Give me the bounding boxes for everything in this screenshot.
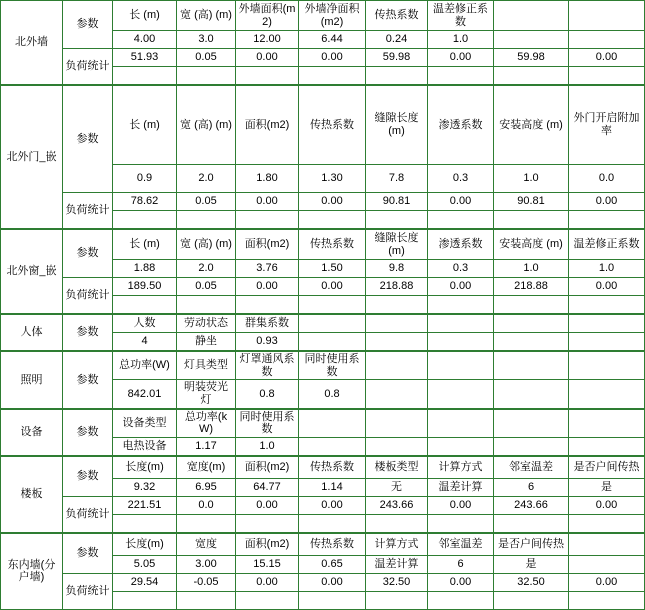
header-cell: 外墙净面积(m2)	[299, 1, 366, 31]
row-kind: 参数	[63, 315, 113, 351]
value-cell	[366, 296, 428, 314]
value-cell: 0.00	[569, 496, 645, 514]
value-cell	[494, 296, 569, 314]
value-cell: 6	[494, 478, 569, 496]
value-cell: 5.05	[113, 555, 177, 573]
value-cell	[177, 296, 236, 314]
value-cell: 59.98	[494, 49, 569, 67]
value-cell: 15.15	[236, 555, 299, 573]
spacer-cell	[366, 437, 428, 455]
value-cell: 0.0	[177, 496, 236, 514]
row-kind: 参数	[63, 456, 113, 496]
row-kind: 参数	[63, 533, 113, 573]
value-cell: 0.8	[299, 380, 366, 408]
value-cell: 1.80	[236, 164, 299, 192]
value-cell: 90.81	[366, 193, 428, 211]
header-cell: 计算方式	[366, 533, 428, 555]
section-name: 楼板	[1, 456, 63, 532]
value-cell	[177, 591, 236, 609]
value-cell: 0.00	[569, 49, 645, 67]
spacer-cell	[428, 409, 494, 437]
header-cell: 楼板类型	[366, 456, 428, 478]
value-cell	[569, 591, 645, 609]
value-cell	[113, 296, 177, 314]
value-cell	[428, 67, 494, 85]
value-cell	[113, 591, 177, 609]
value-cell	[113, 211, 177, 229]
table-row	[1, 573, 645, 591]
section-name: 北外墙	[1, 1, 63, 85]
section-table-zhaoming	[0, 351, 645, 409]
value-cell	[428, 514, 494, 532]
row-kind: 参数	[63, 409, 113, 455]
header-cell: 长 (m)	[113, 1, 177, 31]
value-cell: 6	[428, 555, 494, 573]
value-cell: 1.0	[236, 437, 299, 455]
value-cell: 0.00	[236, 193, 299, 211]
section-table-beiwaimen	[0, 85, 645, 229]
header-cell: 总功率(W)	[113, 352, 177, 380]
header-cell: 面积(m2)	[236, 86, 299, 165]
value-cell: 0.00	[236, 496, 299, 514]
section-table-dongneiqiang	[0, 533, 645, 610]
value-cell: 0.3	[428, 164, 494, 192]
section-name: 照明	[1, 352, 63, 409]
value-cell: 3.76	[236, 260, 299, 278]
value-cell: 0.00	[428, 573, 494, 591]
header-cell: 邻室温差	[428, 533, 494, 555]
value-cell: 1.14	[299, 478, 366, 496]
value-cell	[299, 211, 366, 229]
header-cell: 面积(m2)	[236, 533, 299, 555]
value-cell: 0.00	[428, 49, 494, 67]
spacer-cell	[494, 333, 569, 351]
spacer-cell	[569, 333, 645, 351]
header-cell: 传热系数	[366, 1, 428, 31]
value-cell	[113, 514, 177, 532]
spacer-cell	[494, 380, 569, 408]
value-cell: 243.66	[494, 496, 569, 514]
value-cell: 0.00	[299, 573, 366, 591]
value-cell: 2.0	[177, 260, 236, 278]
value-cell: 无	[366, 478, 428, 496]
value-cell	[299, 296, 366, 314]
value-cell	[569, 296, 645, 314]
value-cell: 3.00	[177, 555, 236, 573]
header-cell: 计算方式	[428, 456, 494, 478]
value-cell: 90.81	[494, 193, 569, 211]
spacer-cell	[569, 555, 645, 573]
value-cell: 29.54	[113, 573, 177, 591]
value-cell: 是	[494, 555, 569, 573]
header-cell: 宽度(m)	[177, 456, 236, 478]
value-cell	[299, 67, 366, 85]
value-cell	[299, 591, 366, 609]
spacer-cell	[494, 352, 569, 380]
value-cell: 32.50	[494, 573, 569, 591]
header-cell: 劳动状态	[177, 315, 236, 333]
value-cell	[177, 67, 236, 85]
table-row	[1, 496, 645, 514]
header-cell: 灯罩通风系数	[236, 352, 299, 380]
header-cell: 长 (m)	[113, 230, 177, 260]
header-cell: 传热系数	[299, 86, 366, 165]
spacer-cell	[299, 409, 366, 437]
value-cell: 3.0	[177, 31, 236, 49]
value-cell	[428, 591, 494, 609]
value-cell	[236, 67, 299, 85]
spacer-cell	[569, 437, 645, 455]
value-cell	[113, 67, 177, 85]
section-table-renti	[0, 314, 645, 351]
spacer-cell	[494, 315, 569, 333]
value-cell: 0.00	[299, 278, 366, 296]
value-cell: 温差计算	[428, 478, 494, 496]
spacer-cell	[299, 315, 366, 333]
value-cell	[494, 211, 569, 229]
spacer-cell	[428, 437, 494, 455]
row-kind: 负荷统计	[63, 278, 113, 314]
value-cell	[569, 514, 645, 532]
value-cell: 1.17	[177, 437, 236, 455]
value-cell: 12.00	[236, 31, 299, 49]
row-kind: 参数	[63, 1, 113, 49]
header-cell: 总功率(kW)	[177, 409, 236, 437]
header-cell: 灯具类型	[177, 352, 236, 380]
value-cell	[494, 67, 569, 85]
value-cell	[494, 591, 569, 609]
row-kind: 参数	[63, 86, 113, 193]
spacer-cell	[569, 31, 645, 49]
spacer-cell	[428, 333, 494, 351]
value-cell	[569, 211, 645, 229]
value-cell: 明装荧光灯	[177, 380, 236, 408]
spacer-cell	[494, 437, 569, 455]
value-cell: 0.00	[299, 193, 366, 211]
value-cell: 78.62	[113, 193, 177, 211]
spacer-cell	[366, 333, 428, 351]
value-cell	[366, 211, 428, 229]
value-cell: 0.3	[428, 260, 494, 278]
value-cell	[177, 514, 236, 532]
value-cell	[428, 296, 494, 314]
table-row	[1, 193, 645, 211]
value-cell	[366, 591, 428, 609]
table-row	[1, 533, 645, 555]
value-cell: 0.00	[299, 49, 366, 67]
value-cell: 1.0	[494, 260, 569, 278]
row-kind: 参数	[63, 230, 113, 278]
value-cell: 电热设备	[113, 437, 177, 455]
spacer-cell	[569, 533, 645, 555]
spacer-cell	[569, 352, 645, 380]
header-cell: 安装高度 (m)	[494, 86, 569, 165]
value-cell: 0.8	[236, 380, 299, 408]
value-cell: 1.0	[569, 260, 645, 278]
value-cell: 1.0	[494, 164, 569, 192]
value-cell: 0.00	[236, 278, 299, 296]
row-kind: 参数	[63, 352, 113, 409]
header-cell: 同时使用系数	[299, 352, 366, 380]
value-cell	[366, 514, 428, 532]
header-cell: 面积(m2)	[236, 230, 299, 260]
value-cell: 1.88	[113, 260, 177, 278]
header-cell: 长 (m)	[113, 86, 177, 165]
value-cell: 59.98	[366, 49, 428, 67]
header-cell: 安装高度 (m)	[494, 230, 569, 260]
table-row	[1, 86, 645, 165]
table-row	[1, 1, 645, 31]
value-cell: 0.24	[366, 31, 428, 49]
spacer-cell	[366, 380, 428, 408]
row-kind: 负荷统计	[63, 573, 113, 609]
header-cell: 群集系数	[236, 315, 299, 333]
value-cell	[236, 514, 299, 532]
section-name: 人体	[1, 315, 63, 351]
value-cell: 7.8	[366, 164, 428, 192]
section-table-louban	[0, 456, 645, 533]
header-cell: 设备类型	[113, 409, 177, 437]
value-cell	[299, 514, 366, 532]
section-table-beiwaichuang	[0, 229, 645, 314]
section-name: 北外窗_嵌	[1, 230, 63, 314]
header-cell: 温差修正系数	[428, 1, 494, 31]
header-cell: 同时使用系数	[236, 409, 299, 437]
value-cell: 0.05	[177, 193, 236, 211]
value-cell: 0.05	[177, 278, 236, 296]
spacer-cell	[494, 31, 569, 49]
value-cell: 是	[569, 478, 645, 496]
value-cell: 218.88	[366, 278, 428, 296]
spacer-cell	[366, 315, 428, 333]
value-cell: 0.00	[569, 278, 645, 296]
header-cell: 宽 (高) (m)	[177, 86, 236, 165]
value-cell: 189.50	[113, 278, 177, 296]
value-cell: 221.51	[113, 496, 177, 514]
spacer-cell	[366, 409, 428, 437]
spacer-cell	[569, 380, 645, 408]
value-cell: 6.95	[177, 478, 236, 496]
header-cell: 是否户间传热	[569, 456, 645, 478]
value-cell: 842.01	[113, 380, 177, 408]
spacer-cell	[428, 315, 494, 333]
spacer-cell	[366, 352, 428, 380]
table-row	[1, 352, 645, 380]
table-row	[1, 278, 645, 296]
value-cell	[569, 67, 645, 85]
section-name: 东内墙(分户墙)	[1, 533, 63, 609]
value-cell: 0.00	[428, 496, 494, 514]
value-cell: 0.9	[113, 164, 177, 192]
value-cell: 32.50	[366, 573, 428, 591]
value-cell: 4.00	[113, 31, 177, 49]
header-cell: 传热系数	[299, 533, 366, 555]
row-kind: 负荷统计	[63, 193, 113, 229]
value-cell: 1.50	[299, 260, 366, 278]
value-cell: 9.32	[113, 478, 177, 496]
value-cell	[428, 211, 494, 229]
section-name: 设备	[1, 409, 63, 455]
value-cell: 0.00	[569, 573, 645, 591]
value-cell: 218.88	[494, 278, 569, 296]
value-cell: 0.00	[428, 278, 494, 296]
value-cell: 0.00	[236, 573, 299, 591]
table-row	[1, 456, 645, 478]
header-cell: 缝隙长度 (m)	[366, 86, 428, 165]
value-cell: 温差计算	[366, 555, 428, 573]
header-cell: 人数	[113, 315, 177, 333]
header-cell: 长度(m)	[113, 456, 177, 478]
header-cell: 传热系数	[299, 230, 366, 260]
value-cell	[236, 211, 299, 229]
value-cell: 2.0	[177, 164, 236, 192]
value-cell	[236, 296, 299, 314]
spacer-cell	[494, 409, 569, 437]
table-row	[1, 230, 645, 260]
header-cell: 宽 (高) (m)	[177, 230, 236, 260]
header-cell: 宽度	[177, 533, 236, 555]
header-cell: 外墙面积(m2)	[236, 1, 299, 31]
value-cell: 1.30	[299, 164, 366, 192]
value-cell: 64.77	[236, 478, 299, 496]
value-cell: 0.05	[177, 49, 236, 67]
value-cell: 9.8	[366, 260, 428, 278]
table-row	[1, 315, 645, 333]
spacer-cell	[299, 437, 366, 455]
value-cell: 243.66	[366, 496, 428, 514]
section-table-shebei	[0, 409, 645, 456]
value-cell: 0.00	[428, 193, 494, 211]
spacer-cell	[428, 380, 494, 408]
value-cell: 51.93	[113, 49, 177, 67]
header-cell: 面积(m2)	[236, 456, 299, 478]
value-cell: 0.65	[299, 555, 366, 573]
header-cell: 渗透系数	[428, 86, 494, 165]
header-cell: 邻室温差	[494, 456, 569, 478]
row-kind: 负荷统计	[63, 49, 113, 85]
value-cell	[366, 67, 428, 85]
spacer-cell	[569, 409, 645, 437]
header-cell: 温差修正系数	[569, 230, 645, 260]
value-cell: 1.0	[428, 31, 494, 49]
value-cell: 0.0	[569, 164, 645, 192]
spacer-cell	[569, 1, 645, 31]
header-cell: 是否户间传热	[494, 533, 569, 555]
value-cell: 0.00	[569, 193, 645, 211]
section-table-beiwaiqiang	[0, 0, 645, 85]
header-cell: 外门开启附加率	[569, 86, 645, 165]
header-cell: 长度(m)	[113, 533, 177, 555]
value-cell	[494, 514, 569, 532]
value-cell	[177, 211, 236, 229]
spacer-cell	[494, 1, 569, 31]
header-cell: 宽 (高) (m)	[177, 1, 236, 31]
section-name: 北外门_嵌	[1, 86, 63, 229]
table-row	[1, 409, 645, 437]
value-cell: 0.00	[236, 49, 299, 67]
row-kind: 负荷统计	[63, 496, 113, 532]
header-cell: 渗透系数	[428, 230, 494, 260]
header-cell: 传热系数	[299, 456, 366, 478]
value-cell: 静坐	[177, 333, 236, 351]
value-cell	[236, 591, 299, 609]
spacer-cell	[299, 333, 366, 351]
header-cell: 缝隙长度 (m)	[366, 230, 428, 260]
value-cell: 0.00	[299, 496, 366, 514]
table-row	[1, 49, 645, 67]
value-cell: 0.93	[236, 333, 299, 351]
spacer-cell	[428, 352, 494, 380]
value-cell: 6.44	[299, 31, 366, 49]
spacer-cell	[569, 315, 645, 333]
value-cell: -0.05	[177, 573, 236, 591]
value-cell: 4	[113, 333, 177, 351]
